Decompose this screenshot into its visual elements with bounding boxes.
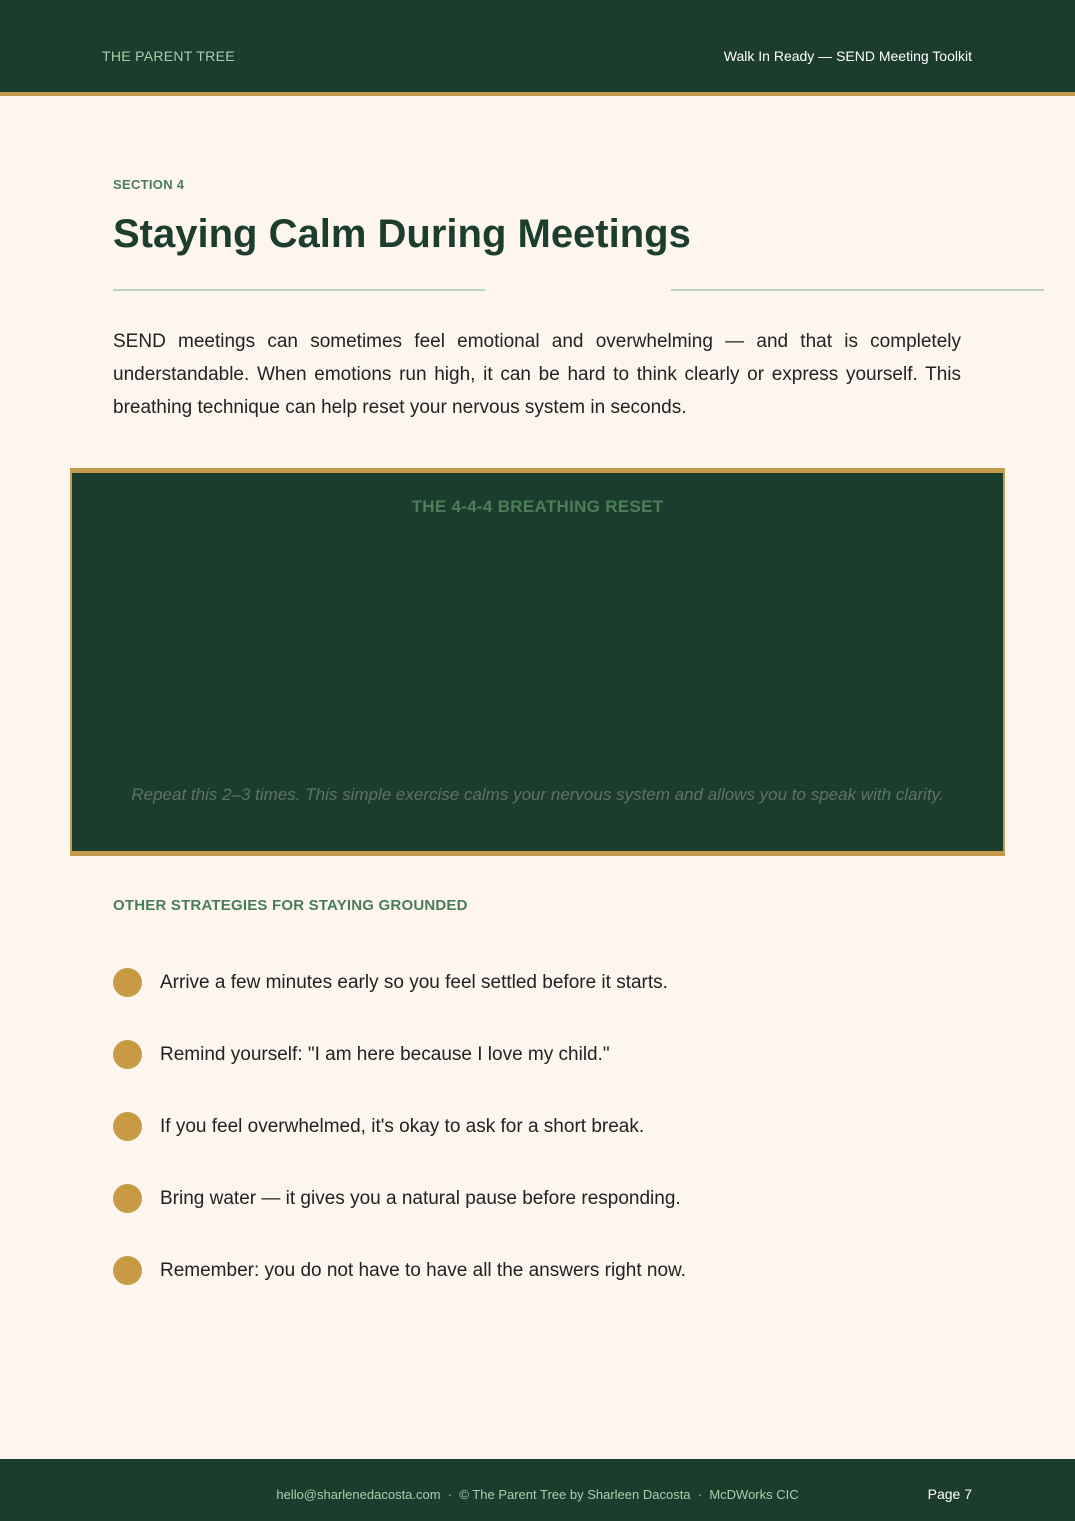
page-number: Page 7 — [927, 1486, 972, 1502]
footer-bar — [0, 1459, 1075, 1521]
list-item — [113, 1184, 973, 1214]
list-item — [113, 1112, 973, 1142]
strategies-heading: OTHER STRATEGIES FOR STAYING GROUNDED — [113, 897, 468, 914]
bullet-icon — [113, 1184, 142, 1213]
list-item — [113, 968, 973, 998]
list-item — [113, 1040, 973, 1070]
strategy-text: If you feel overwhelmed, it's okay to ask for a short break. — [160, 1116, 645, 1137]
strategy-text: Remind yourself: "I am here because I love my child." — [160, 1044, 610, 1065]
footer-contact: hello@sharlenedacosta.com · © The Parent Tree by Sharleen Dacosta · McDWorks CIC — [276, 1487, 799, 1502]
breathing-reset-title: THE 4-4-4 BREATHING RESET — [411, 497, 664, 516]
brand-name: THE PARENT TREE — [102, 48, 235, 64]
bullet-icon — [113, 1040, 142, 1069]
strategy-text: Arrive a few minutes early so you feel settled before it starts. — [160, 972, 668, 993]
breathing-reset-box — [70, 468, 1005, 856]
breathing-reset-note: Repeat this 2–3 times. This simple exercise calms your nervous system and allows you to speak with clarity. — [131, 785, 944, 804]
bullet-icon — [113, 1112, 142, 1141]
bullet-icon — [113, 1256, 142, 1285]
bullet-icon — [113, 968, 142, 997]
header-bar — [0, 0, 1075, 96]
strategy-text: Remember: you do not have to have all the answers right now. — [160, 1260, 686, 1281]
document-title: Walk In Ready — SEND Meeting Toolkit — [723, 48, 972, 64]
title-divider-right — [671, 289, 1044, 291]
page-title: Staying Calm During Meetings — [113, 212, 691, 256]
intro-paragraph: SEND meetings can sometimes feel emotional and overwhelming — and that is completely understandable. When emotions run high, it can be hard to think clearly or express yourself. This breathing technique can help reset your nervous system in seconds. — [113, 331, 961, 418]
section-label: SECTION 4 — [113, 177, 185, 192]
title-divider-left — [113, 289, 485, 291]
list-item — [113, 1256, 973, 1286]
strategy-text: Bring water — it gives you a natural pause before responding. — [160, 1188, 681, 1209]
